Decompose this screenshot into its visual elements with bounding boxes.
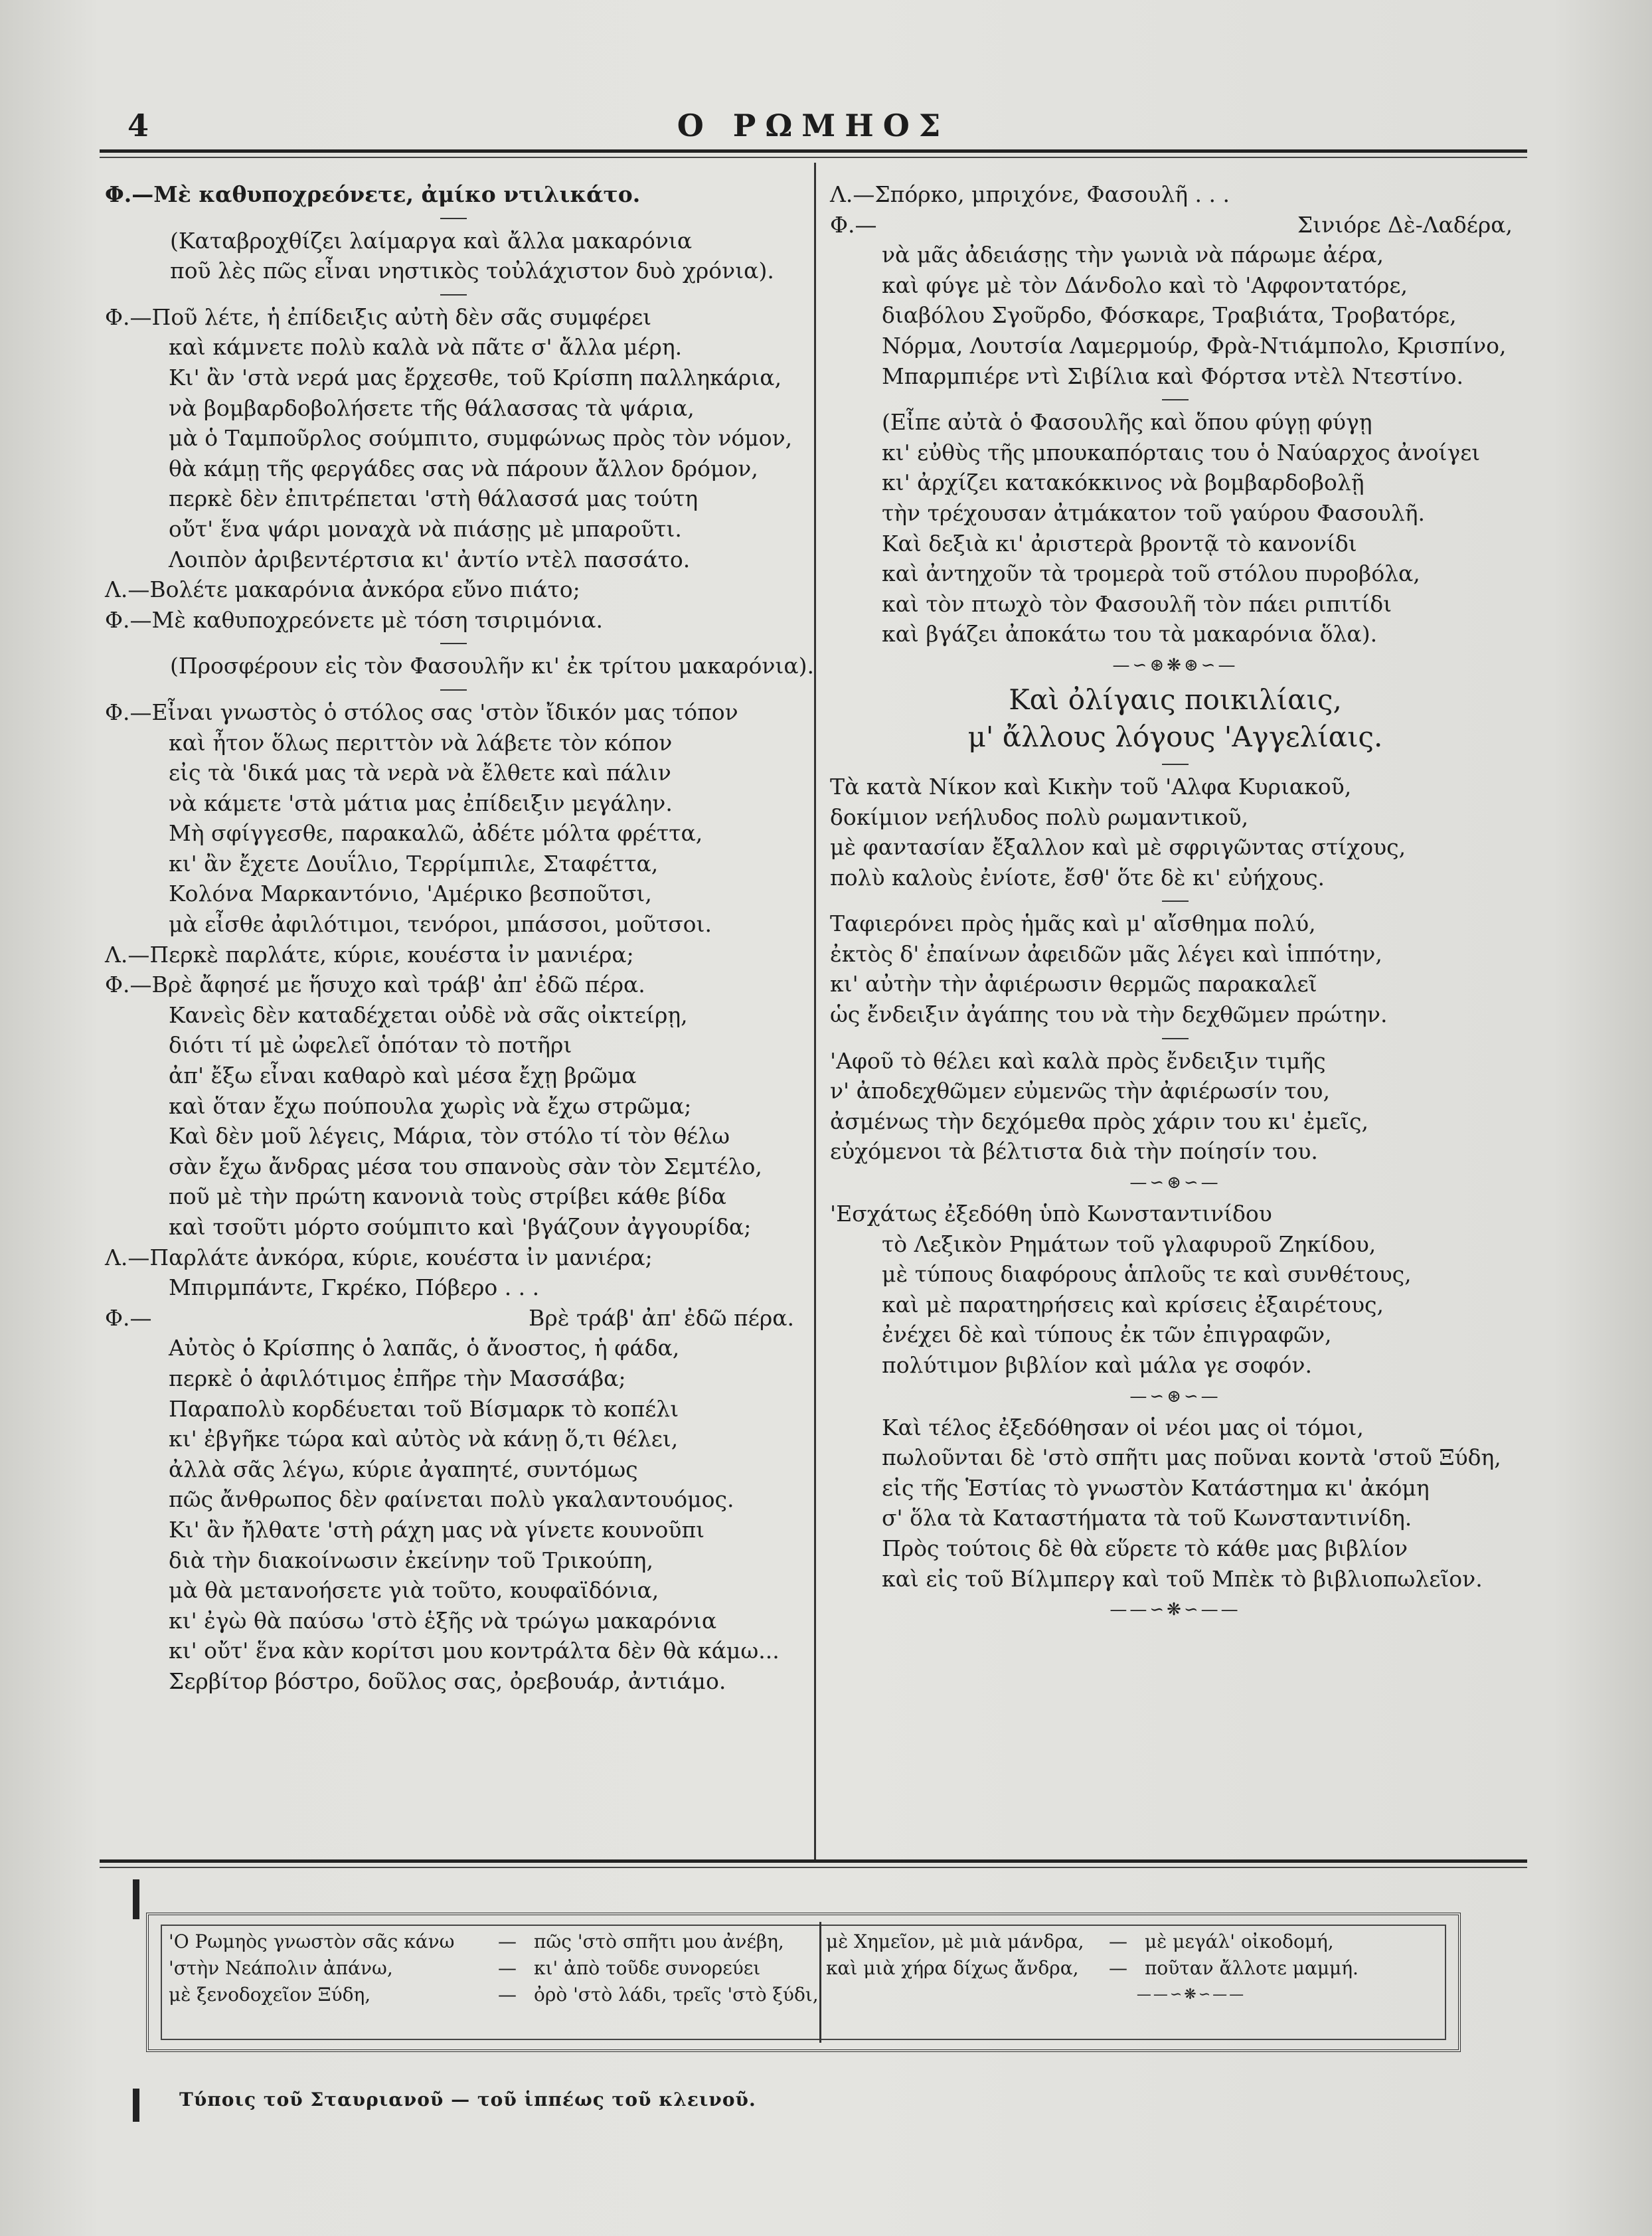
advertisement-divider xyxy=(819,1922,821,2043)
text-line-content: ἐνέχει δὲ καὶ τύπους ἐκ τῶν ἐπιγραφῶν, xyxy=(882,1322,1332,1348)
text-line-content: (Καταβροχθίζει λαίμαργα καὶ ἄλλα μακαρόνια xyxy=(170,227,693,254)
text-line-content: καὶ βγάζει ἀποκάτω του τὰ μακαρόνια ὅλα). xyxy=(882,621,1378,647)
text-line xyxy=(830,498,1521,529)
text-line xyxy=(830,1259,1521,1290)
text-line xyxy=(105,1515,802,1545)
text-line xyxy=(830,1564,1521,1594)
text-line xyxy=(105,1363,802,1394)
footer-rule-thin xyxy=(100,1867,1527,1868)
text-line xyxy=(830,939,1521,970)
advertisement-verse: 'στὴν Νεάπολιν ἀπάνω, xyxy=(169,1957,393,1979)
text-line-content: νὰ βομβαρδοβολήσετε τῆς θάλασσας τὰ ψάρια, xyxy=(169,394,695,421)
text-line-content: πωλοῦνται δὲ 'στὸ σπῆτι μας ποῦναι κοντὰ 'στοῦ Ξύδη, xyxy=(882,1444,1501,1471)
page-number: 4 xyxy=(127,108,149,143)
text-line-content: Λ.—Περκὲ παρλάτε, κύριε, κουέστα ἰν μανιέρα; xyxy=(105,941,634,968)
text-line xyxy=(830,772,1521,802)
text-line-content: ποῦ λὲς πῶς εἶναι νηστικὸς τοὐλάχιστον δυὸ χρόνια). xyxy=(170,258,774,284)
text-line xyxy=(105,1121,802,1152)
text-line-content: σ' ὅλα τὰ Καταστήματα τὰ τοῦ Κωνσταντινίδη. xyxy=(882,1505,1412,1531)
text-line xyxy=(105,302,802,333)
advertisement-verse: μὲ Χημεῖον, μὲ μιὰ μάνδρα, xyxy=(826,1931,1084,1952)
text-line xyxy=(105,483,802,514)
text-line xyxy=(105,728,802,758)
text-line xyxy=(105,1181,802,1212)
text-line xyxy=(105,514,802,545)
dash-separator xyxy=(830,893,1521,908)
advertisement-verse: ποῦταν ἄλλοτε μαμμή. xyxy=(1145,1957,1359,1979)
text-line xyxy=(105,1000,802,1031)
text-line-content: ἀσμένως τὴν δεχόμεθα πρὸς χάριν του κι' ἐμεῖς, xyxy=(830,1108,1368,1134)
text-line-content: νὰ μᾶς ἀδειάσῃς τὴν γωνιὰ νὰ πάρωμε ἀέρα, xyxy=(882,242,1384,268)
text-line xyxy=(105,849,802,879)
text-line-content: μὰ εἶσθε ἀφιλότιμοι, τενόροι, μπάσσοι, μοῦτσοι. xyxy=(169,911,712,938)
text-line xyxy=(105,1606,802,1636)
text-line-content: νὰ κάμετε 'στὰ μάτια μας ἐπίδειξιν μεγάλην. xyxy=(169,790,673,816)
text-line xyxy=(105,605,802,636)
text-line-content: 'Αφοῦ τὸ θέλει καὶ καλὰ πρὸς ἔνδειξιν τιμῆς xyxy=(830,1047,1326,1074)
left-column xyxy=(105,179,815,1697)
advertisement-verse: κι' ἀπὸ τοῦδε συνορεύει xyxy=(534,1957,761,1979)
text-line xyxy=(105,1272,802,1303)
text-line xyxy=(830,559,1521,589)
text-line xyxy=(830,1136,1521,1167)
text-line xyxy=(105,363,802,393)
advertisement-verse: ὀρὸ 'στὸ λάδι, τρεῖς 'στὸ ξύδι, xyxy=(534,1984,819,2006)
text-line xyxy=(105,1545,802,1576)
text-line xyxy=(830,863,1521,893)
advertisement-line xyxy=(826,1955,1424,1982)
advertisement-dash: — xyxy=(1109,1957,1127,1979)
text-line-content: Νόρμα, Λουτσία Λαμερμούρ, Φρὰ-Ντιάμπολο, Κρισπίνο, xyxy=(882,332,1507,359)
text-line-content: Σερβίτορ βόστρο, δοῦλος σας, ὀρεβουάρ, ἀντιάμο. xyxy=(169,1668,726,1694)
text-line xyxy=(105,1636,802,1666)
text-line xyxy=(105,1394,802,1424)
text-line xyxy=(830,240,1521,270)
text-line xyxy=(830,1320,1521,1350)
text-line-content: πολὺ καλοὺς ἐνίοτε, ἔσθ' ὅτε δὲ κι' εὐήχους. xyxy=(830,864,1325,891)
text-line-content: καὶ τσοῦτι μόρτο σούμπιτο καὶ 'βγάζουν ἀγγουρίδα; xyxy=(169,1214,752,1240)
text-line xyxy=(105,545,802,575)
text-line-content: ἀλλὰ σᾶς λέγω, κύριε ἀγαπητέ, συντόμως xyxy=(169,1456,638,1482)
advertisement-left xyxy=(169,1929,833,2008)
text-line xyxy=(105,818,802,849)
text-line-content: (Προσφέρουν εἰς τὸν Φασουλῆν κι' ἐκ τρίτου μακαρόνια). xyxy=(170,653,815,679)
text-line xyxy=(105,332,802,363)
text-line-content: καὶ μὲ παρατηρήσεις καὶ κρίσεις ἐξαιρέτους, xyxy=(882,1291,1384,1318)
text-line-content: καὶ τὸν πτωχὸ τὸν Φασουλῆ τὸν πάει ριπιτίδι xyxy=(882,590,1392,617)
text-line xyxy=(105,256,802,286)
text-line-content: Τὰ κατὰ Νίκον καὶ Κικὴν τοῦ 'Αλφα Κυριακοῦ, xyxy=(830,773,1352,800)
text-line-content: διαβόλου Σγοῦρδο, Φόσκαρε, Τραβιάτα, Τροβατόρε, xyxy=(882,302,1457,329)
text-line xyxy=(105,574,802,605)
advertisement-verse: πῶς 'στὸ σπῆτι μου ἀνέβη, xyxy=(534,1931,784,1952)
text-line-content: καὶ εἰς τοῦ Βίλμπεργ καὶ τοῦ Μπὲκ τὸ βιβλιοπωλεῖον. xyxy=(882,1565,1483,1592)
advertisement-verse: μὲ ξενοδοχεῖον Ξύδη, xyxy=(169,1984,371,2006)
text-line-content: κι' εὐθὺς τῆς μπουκαπόρταις του ὁ Ναύαρχος ἀνοίγει xyxy=(882,439,1481,466)
text-line xyxy=(830,468,1521,498)
text-line-content: διότι τί μὲ ὠφελεῖ ὁπόταν τὸ ποτῆρι xyxy=(169,1032,572,1059)
text-line xyxy=(830,179,1521,210)
text-line xyxy=(830,802,1521,833)
text-line xyxy=(830,300,1521,331)
text-line-content: μὰ ὁ Ταμποῦρλος σούμπιτο, συμφώνως πρὸς τὸν νόμον, xyxy=(169,425,793,452)
text-line xyxy=(830,1413,1521,1443)
text-line-content: ἐκτὸς δ' ἐπαίνων ἀφειδῶν μᾶς λέγει καὶ ἱππότην, xyxy=(830,940,1382,967)
text-line-content: καὶ κάμνετε πολὺ καλὰ νὰ πᾶτε σ' ἄλλα μέρη. xyxy=(169,334,683,361)
dash-separator xyxy=(830,391,1521,407)
text-line-content: Πρὸς τούτοις δὲ θὰ εὕρετε τὸ κάθε μας βιβλίον xyxy=(882,1535,1408,1561)
text-line-content: Κανεὶς δὲν καταδέχεται οὐδὲ νὰ σᾶς οἰκτείρῃ, xyxy=(169,1001,688,1028)
text-line xyxy=(830,1046,1521,1076)
text-line-content: Φ.—Εἶναι γνωστὸς ὁ στόλος σας 'στὸν ἴδικόν μας τόπον xyxy=(105,699,738,725)
text-line-content: τὸ Λεξικὸν Ρημάτων τοῦ γλαφυροῦ Ζηκίδου, xyxy=(882,1231,1376,1257)
text-line-content: θὰ κάμῃ τῆς φεργάδες σας νὰ πάρουν ἄλλον δρόμον, xyxy=(169,455,758,481)
text-line xyxy=(830,1290,1521,1320)
text-line-content: περκὲ δὲν ἐπιτρέπεται 'στὴ θάλασσά μας τούτη xyxy=(169,485,699,512)
text-line-content: Φ.—Μὲ καθυποχρεόνετε, ἀμίκο ντιλικάτο. xyxy=(105,181,641,207)
text-line xyxy=(105,1212,802,1243)
text-line-content: Ταφιερόνει πρὸς ἡμᾶς καὶ μ' αἴσθημα πολύ, xyxy=(830,910,1316,937)
text-line-content: δοκίμιον νεήλυδος πολὺ ρωμαντικοῦ, xyxy=(830,804,1249,830)
text-line xyxy=(105,1666,802,1697)
text-line xyxy=(830,1229,1521,1260)
text-line-content: Αὐτὸς ὁ Κρίσπης ὁ λαπᾶς, ὁ ἄνοστος, ἡ φάδα, xyxy=(169,1335,680,1361)
text-line-content: πολύτιμον βιβλίον καὶ μάλα γε σοφόν. xyxy=(882,1352,1312,1378)
text-line xyxy=(105,1333,802,1363)
text-line xyxy=(105,788,802,819)
text-line xyxy=(105,423,802,454)
text-line-content: ν' ἀποδεχθῶμεν εὐμενῶς τὴν ἀφιέρωσίν του, xyxy=(830,1078,1330,1104)
text-line-content: 'Εσχάτως ἐξεδόθη ὑπὸ Κωνσταντινίδου xyxy=(830,1201,1272,1227)
dash-separator xyxy=(105,681,802,697)
advertisement-verse: καὶ μιὰ χήρα δίχως ἄνδρα, xyxy=(826,1957,1079,1979)
text-line-content: περκὲ ὁ ἀφιλότιμος ἐπῆρε τὴν Μασσάβα; xyxy=(169,1365,626,1391)
advertisement-line xyxy=(826,1929,1424,1955)
text-line xyxy=(105,758,802,788)
section-title: Καὶ ὀλίγαις ποικιλίαις, xyxy=(1009,683,1342,716)
advertisement-ornament: ——∽❋∽—— xyxy=(1136,1986,1246,2003)
text-line-content: οὔτ' ἕνα ψάρι μοναχὰ νὰ πιάσῃς μὲ μπαροῦτι. xyxy=(169,515,682,542)
text-line-content: Φ.— xyxy=(830,211,877,238)
text-line xyxy=(830,999,1521,1030)
text-line-content: Καὶ δὲν μοῦ λέγεις, Μάρια, τὸν στόλο τί τὸν θέλω xyxy=(169,1123,730,1150)
dash-separator xyxy=(105,210,802,226)
text-line-content: εὐχόμενοι τὰ βέλτιστα διὰ τὴν ποίησίν του. xyxy=(830,1138,1318,1165)
text-line xyxy=(830,969,1521,999)
text-line xyxy=(830,361,1521,392)
text-line-content: μὲ τύπους διαφόρους ἁπλοῦς τε καὶ συνθέτους, xyxy=(882,1261,1412,1288)
text-line-content: εἰς τὰ 'δικά μας τὰ νερὰ νὰ ἔλθετε καὶ πάλιν xyxy=(169,760,671,786)
text-line xyxy=(105,697,802,728)
text-line-content: Λ.—Σπόρκο, μπριχόνε, Φασουλῆ . . . xyxy=(830,181,1230,207)
text-line xyxy=(105,1303,802,1333)
advertisement-dash: — xyxy=(498,1984,517,2006)
text-line xyxy=(105,909,802,940)
text-line-content: κι' αὐτὴν τὴν ἀφιέρωσιν θερμῶς παρακαλεῖ xyxy=(830,971,1317,997)
dash-separator xyxy=(830,1030,1521,1046)
text-line-content: κι' ἐγὼ θὰ παύσω 'στὸ ἑξῆς νὰ τρώγω μακαρόνια xyxy=(169,1607,717,1634)
text-line-content: διὰ τὴν διακοίνωσιν ἐκείνην τοῦ Τρικούπη, xyxy=(169,1547,653,1573)
advertisement-verse: 'Ο Ρωμηὸς γνωστὸν σᾶς κάνω xyxy=(169,1931,455,1952)
text-line-content: κι' ἐβγῆκε τώρα καὶ αὐτὸς νὰ κάνῃ ὅ,τι θέλει, xyxy=(169,1426,679,1452)
text-line xyxy=(105,1484,802,1515)
footer-rule xyxy=(100,1859,1527,1863)
decorative-bar xyxy=(133,1879,139,1919)
text-line xyxy=(105,651,815,681)
text-line xyxy=(830,1442,1521,1473)
text-line-content: Καὶ δεξιὰ κι' ἀριστερὰ βροντᾷ τὸ κανονίδι xyxy=(882,530,1357,557)
dash-separator xyxy=(830,756,1521,772)
text-line-content: Φ.—Ποῦ λέτε, ἡ ἐπίδειξις αὐτὴ δὲν σᾶς συμφέρει xyxy=(105,303,652,330)
text-line xyxy=(830,407,1521,438)
masthead-title: Ο ΡΩΜΗΟΣ xyxy=(677,108,950,143)
text-line-content: Καὶ τέλος ἐξεδόθησαν οἱ νέοι μας οἱ τόμοι, xyxy=(882,1414,1364,1440)
text-line xyxy=(105,179,802,210)
advertisement-line xyxy=(169,1955,833,1982)
text-line-content: Παραπολὺ κορδέυεται τοῦ Βίσμαρκ τὸ κοπέλι xyxy=(169,1395,679,1422)
header-rule-thin xyxy=(100,157,1527,158)
text-line xyxy=(830,619,1521,649)
text-line xyxy=(105,1243,802,1273)
text-line xyxy=(830,1350,1521,1381)
text-line-content: ἀπ' ἔξω εἶναι καθαρὸ καὶ μέσα ἔχῃ βρῶμα xyxy=(169,1063,637,1089)
text-line-content: Λ.—Βολέτε μακαρόνια ἀνκόρα εὔνο πιάτο; xyxy=(105,576,580,603)
text-line xyxy=(105,940,802,970)
text-line xyxy=(105,1424,802,1454)
text-line-content: καὶ ὅταν ἔχω πούπουλα χωρὶς νὰ ἔχω στρῶμα; xyxy=(169,1092,692,1119)
text-line-content: μὰ θὰ μετανοήσετε γιὰ τοῦτο, κουφαϊδόνια, xyxy=(169,1577,659,1604)
text-line-content: Κι' ἂν 'στὰ νερά μας ἔρχεσθε, τοῦ Κρίσπη παλληκάρια, xyxy=(169,364,782,390)
text-line xyxy=(105,879,802,909)
advertisement-line xyxy=(169,1982,833,2008)
advertisement-dash: — xyxy=(498,1957,517,1979)
text-line xyxy=(105,1152,802,1182)
text-line-content: κι' ἀρχίζει κατακόκκινος νὰ βομβαρδοβολῇ xyxy=(882,470,1364,496)
text-line xyxy=(830,1503,1521,1533)
text-line xyxy=(830,589,1521,620)
text-line xyxy=(830,210,1521,240)
text-line-content: Μπαρμπιέρε ντὶ Σιβίλια καὶ Φόρτσα ντὲλ Ντεστίνο. xyxy=(882,363,1463,389)
text-line-content: Μπιρμπάντε, Γκρέκο, Πόβερο . . . xyxy=(169,1274,540,1301)
text-line-right: Βρὲ τράβ' ἀπ' ἐδῶ πέρα. xyxy=(529,1304,794,1331)
advertisement-verse: μὲ μεγάλ' οἰκοδομή, xyxy=(1145,1931,1334,1952)
text-line-content: Φ.—Βρὲ ἄφησέ με ἥσυχο καὶ τράβ' ἀπ' ἐδῶ πέρα. xyxy=(105,972,645,998)
text-line xyxy=(830,1106,1521,1137)
decorative-bar xyxy=(133,2089,139,2122)
text-line-content: κι' οὔτ' ἕνα κὰν κορίτσι μου κοντράλτα δὲν θὰ κάμω... xyxy=(169,1638,780,1664)
text-line xyxy=(105,393,802,424)
text-line-content: ὡς ἔνδειξιν ἀγάπης του νὰ τὴν δεχθῶμεν πρώτην. xyxy=(830,1001,1388,1028)
text-line-content: μὲ φαντασίαν ἔξαλλον καὶ μὲ σφριγῶντας στίχους, xyxy=(830,834,1406,861)
text-line-content: Φ.— xyxy=(105,1304,152,1331)
printer-imprint: Τύποις τοῦ Σταυριανοῦ — τοῦ ἱππέως τοῦ κλεινοῦ. xyxy=(179,2089,756,2110)
section-title: μ' ἄλλους λόγους 'Αγγελίαις. xyxy=(967,720,1383,753)
text-line-content: εἰς τῆς Ἑστίας τὸ γνωστὸν Κατάστημα κι' ἀκόμη xyxy=(882,1474,1430,1501)
text-line-content: Κολόνα Μαρκαντόνιο, 'Αμέρικο βεσποῦτσι, xyxy=(169,881,652,907)
header-rule xyxy=(100,149,1527,153)
text-line xyxy=(105,454,802,484)
page-header xyxy=(100,100,1527,153)
text-line-content: καὶ ἦτον ὅλως περιττὸν νὰ λάβετε τὸν κόπον xyxy=(169,729,673,756)
text-line xyxy=(830,529,1521,559)
text-line xyxy=(105,1575,802,1606)
text-line-content: τὴν τρέχουσαν ἀτμάκατον τοῦ γαύρου Φασουλῆ. xyxy=(882,499,1426,526)
text-line-content: Μὴ σφίγγεσθε, παρακαλῶ, ἀδέτε μόλτα φρέττα, xyxy=(169,820,703,847)
text-line-right: Σινιόρε Δὲ-Λαδέρα, xyxy=(1297,211,1513,238)
text-line xyxy=(830,1473,1521,1504)
dash-separator xyxy=(105,286,802,302)
advertisement-line xyxy=(169,1929,833,1955)
advertisement-box xyxy=(146,1913,1461,2052)
advertisement-right xyxy=(826,1929,1424,2008)
text-line xyxy=(830,270,1521,301)
text-line-content: κι' ἂν ἔχετε Δουΐλιο, Τερρίμπιλε, Σταφέττα, xyxy=(169,850,659,877)
text-line xyxy=(830,1199,1521,1229)
text-line xyxy=(830,832,1521,863)
text-line xyxy=(830,438,1521,468)
text-line-content: Λ.—Παρλάτε ἀνκόρα, κύριε, κουέστα ἰν μανιέρα; xyxy=(105,1244,653,1270)
text-line xyxy=(105,1091,802,1122)
text-line xyxy=(830,908,1521,939)
text-line xyxy=(830,331,1521,361)
text-line-content: Φ.—Μὲ καθυποχρεόνετε μὲ τόση τσιριμόνια. xyxy=(105,606,603,633)
text-line-content: (Εἶπε αὐτὰ ὁ Φασουλῆς καὶ ὅπου φύγῃ φύγῃ xyxy=(882,409,1372,436)
text-line-content: ποῦ μὲ τὴν πρώτη κανονιὰ τοὺς στρίβει κάθε βίδα xyxy=(169,1183,726,1210)
advertisement-dash: — xyxy=(1109,1931,1127,1952)
text-line xyxy=(105,1454,802,1485)
text-line xyxy=(105,226,802,256)
text-line xyxy=(830,1533,1521,1564)
ornament-divider: ——∽❋∽—— xyxy=(1110,1600,1241,1620)
dash-separator xyxy=(105,635,802,651)
right-column xyxy=(830,179,1521,1626)
text-line xyxy=(105,1030,802,1061)
text-line-content: σὰν ἔχω ἄνδρας μέσα του σπανοὺς σὰν τὸν Σεμτέλο, xyxy=(169,1153,762,1179)
advertisement-dash: — xyxy=(498,1931,517,1952)
text-line-content: Λοιπὸν ἀριβεντέρτσια κι' ἀντίο ντὲλ πασσάτο. xyxy=(169,546,691,572)
text-line xyxy=(830,1076,1521,1106)
column-divider xyxy=(814,163,816,1859)
text-line-content: καὶ ἀντηχοῦν τὰ τρομερὰ τοῦ στόλου πυροβόλα, xyxy=(882,560,1420,587)
text-line-content: καὶ φύγε μὲ τὸν Δάνδολο καὶ τὸ 'Αφφοντατόρε, xyxy=(882,272,1408,298)
text-line-content: πῶς ἄνθρωπος δὲν φαίνεται πολὺ γκαλαντουόμος. xyxy=(169,1486,734,1513)
text-line xyxy=(105,1061,802,1091)
ornament-divider: —∽⊛∽— xyxy=(1129,1386,1221,1407)
ornament-divider: —∽⊛❋⊛∽— xyxy=(1112,655,1238,675)
text-line xyxy=(105,970,802,1000)
ornament-divider: —∽⊛∽— xyxy=(1129,1173,1221,1193)
text-line-content: Κι' ἂν ἤλθατε 'στὴ ράχη μας νὰ γίνετε κουνοῦπι xyxy=(169,1516,705,1543)
